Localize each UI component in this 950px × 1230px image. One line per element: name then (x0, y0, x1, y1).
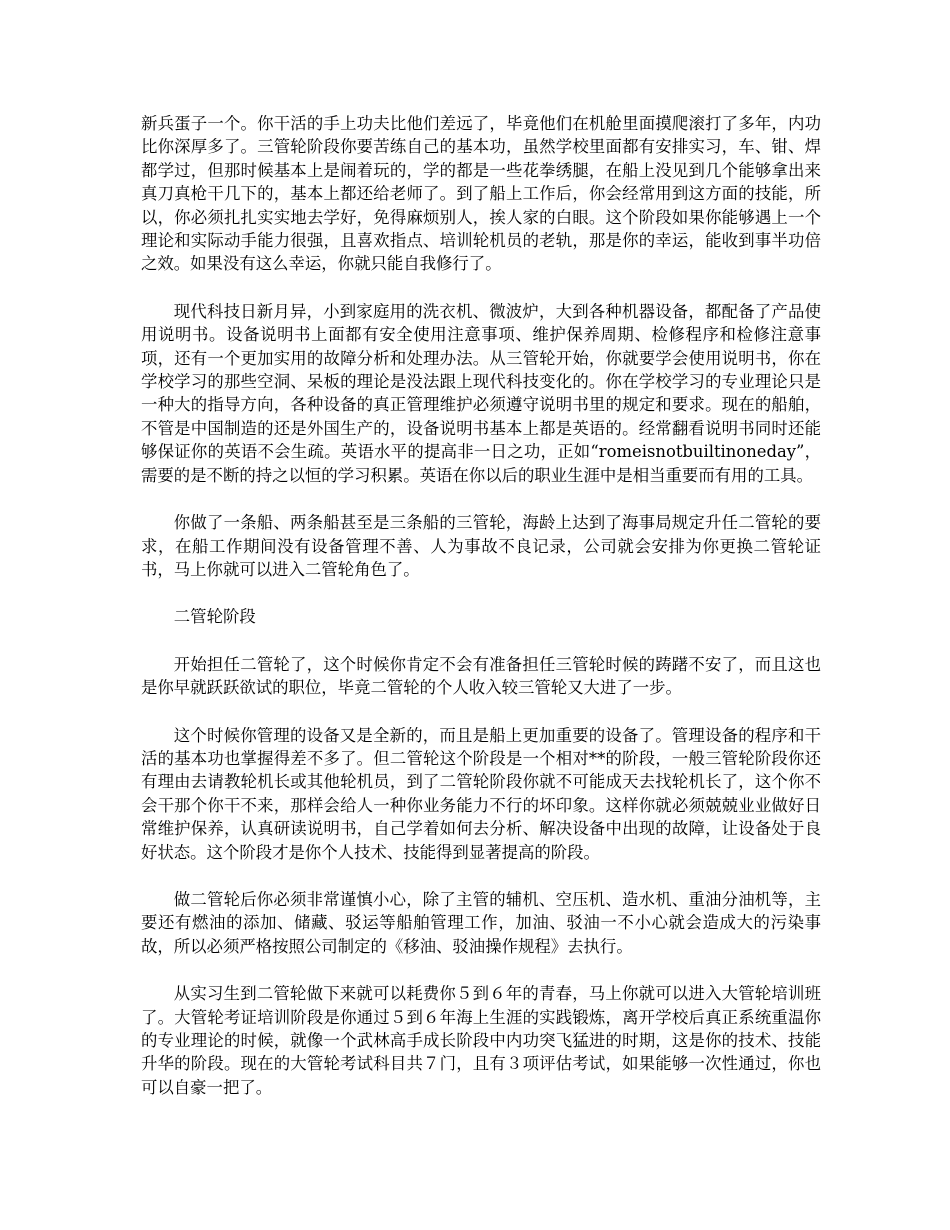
document-body (141, 112, 821, 1123)
paragraph-equipment: 这个时候你管理的设备又是全新的，而且是船上更加重要的设备了。管理设备的程序和干活的基本功也掌握得差不多了。但二管轮这个阶段是一个相对**的阶段，一般三管轮阶段你还有理由去请教轮机长或其他轮机员，到了二管轮阶段你就不可能成天去找轮机长了，这个你不会干那个你干不来，那样会给人一种你业务能力不行的坏印象。这样你就必须兢兢业业做好日常维护保养，认真研读说明书，自己学着如何去分析、解决设备中出现的故障，让设备处于良好状态。这个阶段才是你个人技术、技能得到显著提高的阶段。 (141, 725, 821, 862)
paragraph-second-engineer-start: 开始担任二管轮了，这个时候你肯定不会有准备担任三管轮时候的踌躇不安了，而且这也是你早就跃跃欲试的职位，毕竟二管轮的个人收入较三管轮又大进了一步。 (141, 654, 821, 698)
paragraph-caution: 做二管轮后你必须非常谨慎小心，除了主管的辅机、空压机、造水机、重油分油机等，主要还有燃油的添加、储藏、驳运等船舶管理工作，加油、驳油一不小心就会造成大的污染事故，所以必须严格按照公司制定的《移油、驳油操作规程》去执行。 (141, 889, 821, 956)
paragraph-training: 从实习生到二管轮做下来就可以耗费你５到６年的青春，马上你就可以进入大管轮培训班了。大管轮考证培训阶段是你通过５到６年海上生涯的实践锻炼，离开学校后真正系统重温你的专业理论的时候，就像一个武林高手成长阶段中内功突飞猛进的时期，这是你的技术、技能升华的阶段。现在的大管轮考试科目共７门，且有３项评估考试，如果能够一次性通过，你也可以自豪一把了。 (141, 984, 821, 1097)
section-heading: 二管轮阶段 (173, 607, 256, 627)
paragraph-manuals: 现代科技日新月异，小到家庭用的洗衣机、微波炉，大到各种机器设备，都配备了产品使用说明书。设备说明书上面都有安全使用注意事项、维护保养周期、检修程序和检修注意事项，还有一个更加实用的故障分析和处理办法。从三管轮开始，你就要学会使用说明书，你在学校学习的那些空洞、呆板的理论是没法跟上现代科技变化的。你在学校学习的专业理论只是一种大的指导方向，各种设备的真正管理维护必须遵守说明书里的规定和要求。现在的船舶，不管是中国制造的还是外国生产的，设备说明书基本上都是英语的。经常翻看说明书同时还能够保证你的英语不会生疏。英语水平的提高非一日之功，正如“romeisnotbuiltinoneday”，需要的是不断的持之以恒的学习积累。英语在你以后的职业生涯中是相当重要而有用的工具。 (141, 301, 821, 485)
paragraph-continued: 新兵蛋子一个。你干活的手上功夫比他们差远了，毕竟他们在机舱里面摸爬滚打了多年，内功比你深厚多了。三管轮阶段你要苦练自己的基本功，虽然学校里面都有安排实习，车、钳、焊都学过，但那时候基本上是闹着玩的，学的都是一些花拳绣腿，在船上没见到几个能够拿出来真刀真枪干几下的，基本上都还给老师了。到了船上工作后，你会经常用到这方面的技能，所以，你必须扎扎实实地去学好，免得麻烦别人，挨人家的白眼。这个阶段如果你能够遇上一个理论和实际动手能力很强，且喜欢指点、培训轮机员的老轨，那是你的幸运，能收到事半功倍之效。如果没有这么幸运，你就只能自我修行了。 (141, 114, 821, 274)
paragraph-promotion: 你做了一条船、两条船甚至是三条船的三管轮，海龄上达到了海事局规定升任二管轮的要求，在船工作期间没有设备管理不善、人为事故不良记录，公司就会安排为你更换二管轮证书，马上你就可以进入二管轮角色了。 (141, 513, 821, 579)
